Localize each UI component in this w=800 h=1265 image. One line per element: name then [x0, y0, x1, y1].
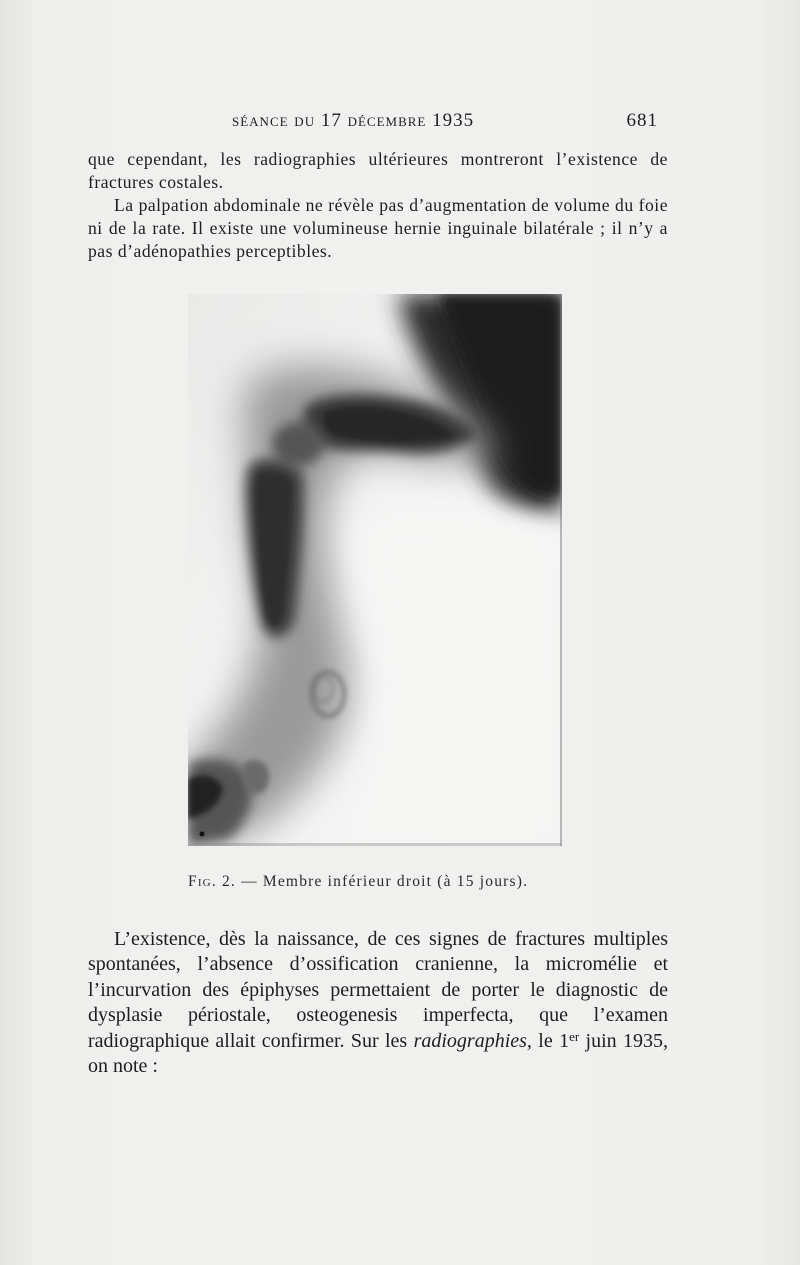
figure-caption [188, 873, 588, 891]
figure-label: Fig. 2. [188, 873, 237, 890]
running-head [232, 110, 658, 136]
paragraph-diagnosis-tail-start: le 1 [538, 1029, 570, 1052]
radiograph-figure [188, 294, 562, 846]
page-number: 681 [626, 110, 658, 131]
radiograph-image [188, 294, 562, 846]
paragraph-diagnosis-tail-end: juin 1935, on note : [88, 1029, 669, 1078]
paragraph-diagnosis-italic: radiographies, [413, 1029, 532, 1052]
bottom-paragraph [88, 927, 668, 1079]
running-head-month: décembre [347, 110, 427, 131]
paragraph-diagnosis-body: L’existence, dès la naissance, de ces signes de fractures multiples spontanées, l’absence d’ossification cranienne, la micromélie et l’incurvation des épiphyses permettaient de porter le diagnostic de dysplasie périostale, osteogenesis imperfecta, que l’examen radiographique allait confirmer. Sur les [88, 928, 668, 1052]
running-head-year: 1935 [432, 110, 475, 131]
running-head-day: 17 [320, 110, 342, 131]
figure-dash: — [241, 873, 258, 890]
paragraph-palpation: La palpation abdominale ne révèle pas d’augmentation de volume du foie ni de la rate. Il existe une volumineuse hernie inguinale bilatérale ; il n’y a pas d’adénopathies perceptibles. [88, 195, 668, 261]
top-paragraphs [88, 148, 668, 263]
running-head-title [232, 110, 474, 132]
running-head-prefix: séance du [232, 110, 316, 131]
ordinal-superscript: er [569, 1028, 580, 1044]
paragraph-continuation: que cependant, les radiographies ultérieures montreront l’existence de fractures costales. [88, 149, 668, 192]
paragraph-diagnosis [88, 927, 668, 1079]
figure-caption-text: Membre inférieur droit (à 15 jours). [262, 873, 529, 890]
